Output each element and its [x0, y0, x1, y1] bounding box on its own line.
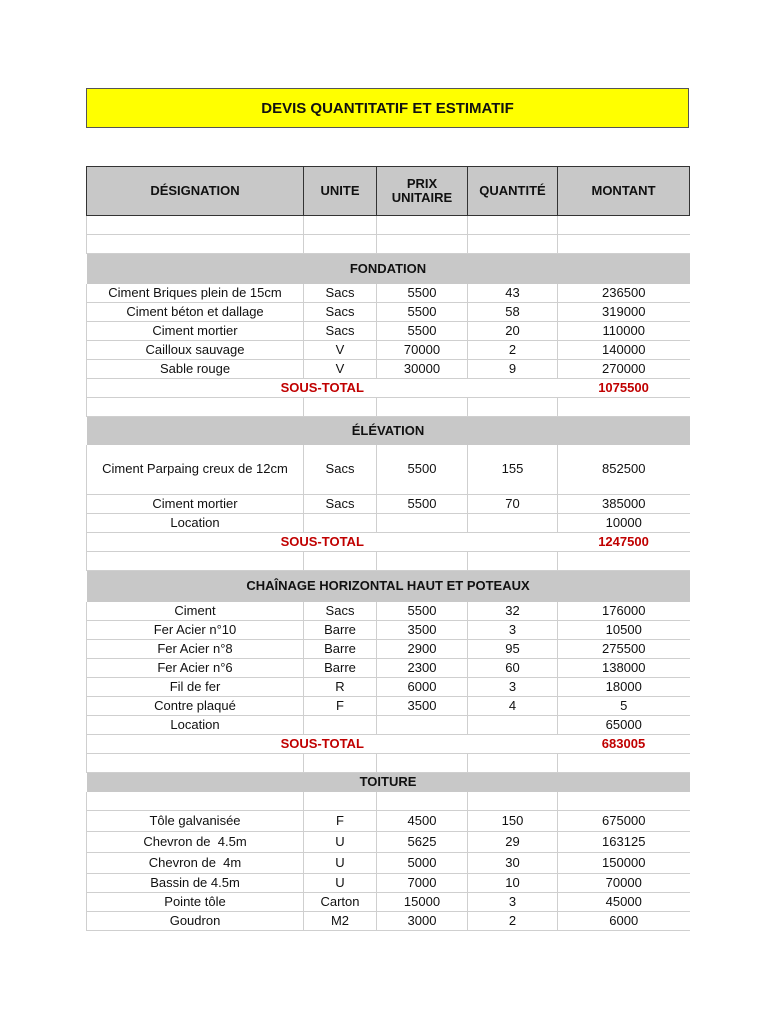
cell-prix: 5500 [377, 445, 468, 495]
table-row [87, 811, 690, 832]
cell-quantite: 3 [468, 678, 558, 697]
cell-designation: Ciment Parpaing creux de 12cm [87, 445, 304, 495]
cell-unite: Sacs [304, 303, 377, 322]
estimate-table [86, 166, 690, 931]
cell-unite: U [304, 832, 377, 853]
cell-montant: 675000 [558, 811, 690, 832]
header-unite: UNITE [304, 167, 377, 216]
cell-designation: Cailloux sauvage [87, 341, 304, 360]
cell-prix: 5500 [377, 303, 468, 322]
subtotal-label: SOUS-TOTAL [87, 379, 558, 398]
cell-designation: Chevron de 4m [87, 853, 304, 874]
cell-unite: M2 [304, 912, 377, 931]
table-row [87, 853, 690, 874]
cell-quantite: 155 [468, 445, 558, 495]
table-row [87, 697, 690, 716]
cell-unite: Carton [304, 893, 377, 912]
cell-designation: Fer Acier n°6 [87, 659, 304, 678]
cell-prix: 6000 [377, 678, 468, 697]
cell-montant: 140000 [558, 341, 690, 360]
table-row [87, 832, 690, 853]
table-row [87, 602, 690, 621]
header-prix-line2: UNITAIRE [391, 190, 453, 205]
cell-designation: Ciment mortier [87, 495, 304, 514]
cell-montant: 319000 [558, 303, 690, 322]
cell-designation: Fer Acier n°10 [87, 621, 304, 640]
subtotal-label: SOUS-TOTAL [87, 735, 558, 754]
cell-quantite: 43 [468, 284, 558, 303]
cell-prix: 4500 [377, 811, 468, 832]
cell-prix: 7000 [377, 874, 468, 893]
cell-montant: 10500 [558, 621, 690, 640]
cell-unite: Sacs [304, 495, 377, 514]
cell-quantite: 58 [468, 303, 558, 322]
table-row [87, 322, 690, 341]
cell-quantite: 20 [468, 322, 558, 341]
cell-montant: 270000 [558, 360, 690, 379]
cell-quantite: 32 [468, 602, 558, 621]
cell-quantite: 29 [468, 832, 558, 853]
cell-montant: 852500 [558, 445, 690, 495]
cell-montant: 110000 [558, 322, 690, 341]
cell-quantite: 2 [468, 912, 558, 931]
cell-montant: 150000 [558, 853, 690, 874]
table-row [87, 284, 690, 303]
section-title: CHAÎNAGE HORIZONTAL HAUT ET POTEAUX [87, 571, 690, 602]
header-designation: DÉSIGNATION [87, 167, 304, 216]
cell-quantite: 4 [468, 697, 558, 716]
section-toiture [87, 773, 690, 792]
blank-row [87, 792, 690, 811]
cell-quantite: 10 [468, 874, 558, 893]
cell-unite: U [304, 853, 377, 874]
header-quantite: QUANTITÉ [468, 167, 558, 216]
blank-row [87, 216, 690, 235]
cell-prix: 3500 [377, 697, 468, 716]
cell-montant: 45000 [558, 893, 690, 912]
cell-quantite [468, 716, 558, 735]
cell-montant: 176000 [558, 602, 690, 621]
table-row [87, 621, 690, 640]
cell-unite: Barre [304, 659, 377, 678]
cell-prix: 5500 [377, 495, 468, 514]
section-title: ÉLÉVATION [87, 417, 690, 445]
cell-quantite: 9 [468, 360, 558, 379]
blank-row [87, 552, 690, 571]
table-row [87, 893, 690, 912]
cell-quantite: 60 [468, 659, 558, 678]
cell-montant: 65000 [558, 716, 690, 735]
cell-quantite: 30 [468, 853, 558, 874]
cell-designation: Ciment Briques plein de 15cm [87, 284, 304, 303]
cell-designation: Tôle galvanisée [87, 811, 304, 832]
cell-prix [377, 514, 468, 533]
section-elevation [87, 417, 690, 445]
cell-unite: F [304, 811, 377, 832]
cell-unite: V [304, 360, 377, 379]
cell-prix [377, 716, 468, 735]
cell-prix: 2300 [377, 659, 468, 678]
cell-quantite: 70 [468, 495, 558, 514]
table-row [87, 640, 690, 659]
header-prix-line1: PRIX [406, 176, 438, 191]
section-title: FONDATION [87, 254, 690, 284]
cell-unite [304, 514, 377, 533]
cell-prix: 5500 [377, 322, 468, 341]
table-row [87, 912, 690, 931]
subtotal-row [87, 735, 690, 754]
cell-quantite: 150 [468, 811, 558, 832]
cell-designation: Pointe tôle [87, 893, 304, 912]
table-row [87, 303, 690, 322]
cell-unite: Sacs [304, 445, 377, 495]
cell-montant: 236500 [558, 284, 690, 303]
cell-unite: Sacs [304, 322, 377, 341]
cell-quantite [468, 514, 558, 533]
table-row [87, 495, 690, 514]
table-row [87, 445, 690, 495]
cell-montant: 10000 [558, 514, 690, 533]
table-row [87, 341, 690, 360]
cell-prix: 5625 [377, 832, 468, 853]
cell-unite: V [304, 341, 377, 360]
cell-unite: Barre [304, 621, 377, 640]
blank-row [87, 235, 690, 254]
document-title: DEVIS QUANTITATIF ET ESTIMATIF [86, 88, 689, 128]
section-fondation [87, 254, 690, 284]
header-montant: MONTANT [558, 167, 690, 216]
cell-prix: 30000 [377, 360, 468, 379]
cell-unite: F [304, 697, 377, 716]
table-row [87, 678, 690, 697]
cell-designation: Location [87, 716, 304, 735]
cell-prix: 70000 [377, 341, 468, 360]
subtotal-value: 683005 [558, 735, 690, 754]
cell-montant: 18000 [558, 678, 690, 697]
cell-prix: 5000 [377, 853, 468, 874]
cell-quantite: 3 [468, 893, 558, 912]
header-prix-unitaire [377, 167, 468, 216]
cell-montant: 70000 [558, 874, 690, 893]
cell-designation: Chevron de 4.5m [87, 832, 304, 853]
cell-designation: Bassin de 4.5m [87, 874, 304, 893]
cell-quantite: 95 [468, 640, 558, 659]
cell-quantite: 3 [468, 621, 558, 640]
cell-designation: Ciment [87, 602, 304, 621]
cell-designation: Contre plaqué [87, 697, 304, 716]
header-row [87, 167, 690, 216]
table-row [87, 716, 690, 735]
cell-designation: Ciment mortier [87, 322, 304, 341]
cell-montant: 6000 [558, 912, 690, 931]
subtotal-value: 1075500 [558, 379, 690, 398]
cell-unite: Sacs [304, 602, 377, 621]
cell-unite: U [304, 874, 377, 893]
subtotal-value: 1247500 [558, 533, 690, 552]
cell-montant: 385000 [558, 495, 690, 514]
cell-unite: R [304, 678, 377, 697]
cell-prix: 5500 [377, 284, 468, 303]
cell-montant: 5 [558, 697, 690, 716]
table-row [87, 360, 690, 379]
cell-designation: Ciment béton et dallage [87, 303, 304, 322]
cell-montant: 275500 [558, 640, 690, 659]
cell-prix: 3500 [377, 621, 468, 640]
blank-row [87, 754, 690, 773]
cell-designation: Fer Acier n°8 [87, 640, 304, 659]
cell-designation: Sable rouge [87, 360, 304, 379]
cell-prix: 3000 [377, 912, 468, 931]
cell-prix: 15000 [377, 893, 468, 912]
cell-unite: Barre [304, 640, 377, 659]
table-row [87, 874, 690, 893]
cell-prix: 5500 [377, 602, 468, 621]
cell-montant: 163125 [558, 832, 690, 853]
section-chainage [87, 571, 690, 602]
section-title: TOITURE [87, 773, 690, 792]
cell-unite [304, 716, 377, 735]
cell-designation: Location [87, 514, 304, 533]
subtotal-row [87, 533, 690, 552]
cell-prix: 2900 [377, 640, 468, 659]
subtotal-row [87, 379, 690, 398]
cell-designation: Fil de fer [87, 678, 304, 697]
blank-row [87, 398, 690, 417]
table-row [87, 514, 690, 533]
cell-montant: 138000 [558, 659, 690, 678]
cell-unite: Sacs [304, 284, 377, 303]
subtotal-label: SOUS-TOTAL [87, 533, 558, 552]
cell-quantite: 2 [468, 341, 558, 360]
table-row [87, 659, 690, 678]
cell-designation: Goudron [87, 912, 304, 931]
